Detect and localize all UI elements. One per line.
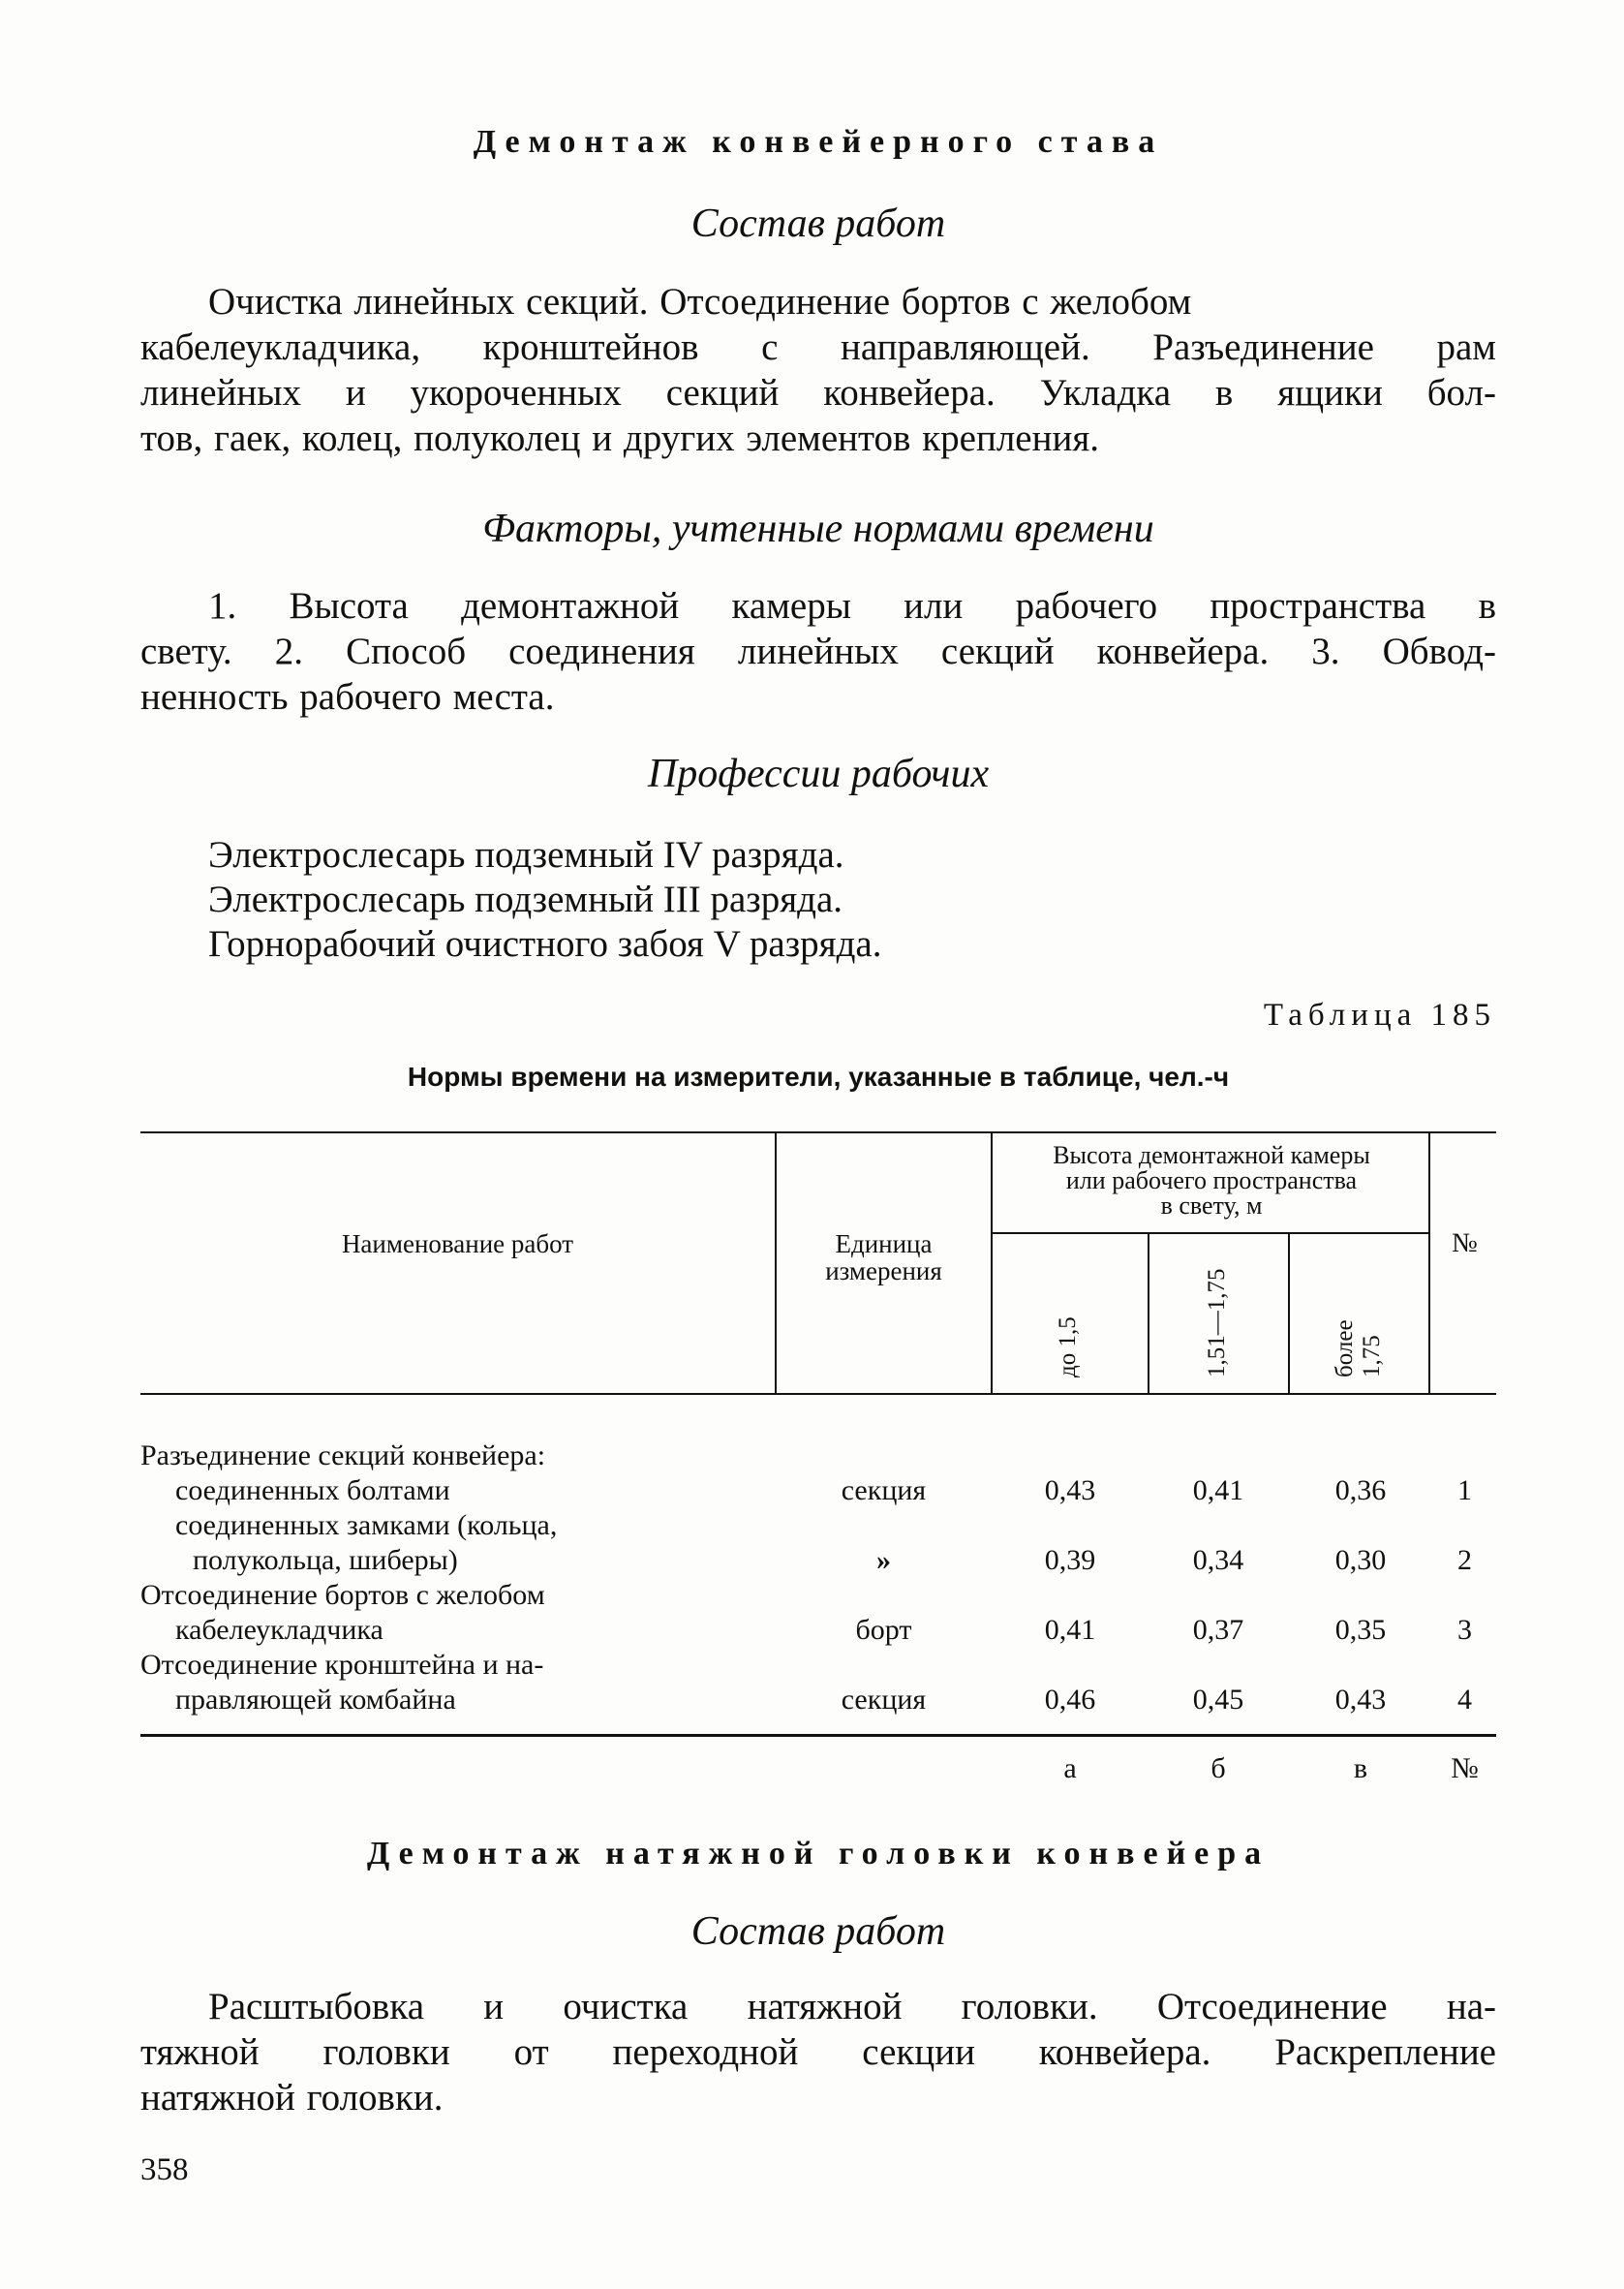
page-number: 358 bbox=[140, 2152, 189, 2187]
row-3-name: Отсоединение бортов с желобом bbox=[140, 1579, 545, 1611]
factors-line: свету. 2. Способ соединения линейных секций конвейера. 3. Обвод- bbox=[140, 631, 1496, 672]
header-col-b: 1,51—1,75 bbox=[1204, 1268, 1230, 1377]
composition-line: кабелеукладчика, кронштейнов с направляющей. Разъединение рам bbox=[140, 326, 1496, 368]
header-col-c-line: 1,75 bbox=[1359, 1335, 1385, 1377]
row-4-number: 4 bbox=[1457, 1684, 1472, 1716]
row-1-a: 0,43 bbox=[1044, 1474, 1096, 1506]
composition-line: натяжной головки. bbox=[140, 2077, 444, 2119]
table-caption: Нормы времени на измерители, указанные в таблице, чел.-ч bbox=[407, 1062, 1230, 1092]
composition-text bbox=[140, 1984, 1496, 2120]
col-divider bbox=[1148, 1232, 1149, 1393]
composition-line: тов, гаек, колец, полуколец и других элементов крепления. bbox=[140, 418, 1100, 459]
professions-title: Профессии рабочих bbox=[647, 752, 990, 796]
row-3-name-cont: кабелеукладчика bbox=[175, 1614, 383, 1646]
row-2-number: 2 bbox=[1457, 1544, 1472, 1576]
row-3-unit: борт bbox=[855, 1614, 912, 1646]
factors-line: ненность рабочего места. bbox=[140, 676, 555, 718]
row-3-a: 0,41 bbox=[1044, 1614, 1096, 1646]
footer-number: № bbox=[1451, 1752, 1479, 1784]
header-unit: Единица измерения bbox=[825, 1229, 942, 1285]
header-work-name: Наименование работ bbox=[341, 1229, 574, 1258]
row-3-c: 0,35 bbox=[1334, 1614, 1387, 1646]
row-2-unit: » bbox=[876, 1544, 891, 1576]
footer-a: а bbox=[1063, 1752, 1077, 1784]
row-2-name: соединенных замками (кольца, bbox=[175, 1509, 558, 1541]
group-title: Разъединение секций конвейера: bbox=[140, 1439, 546, 1471]
professions-list bbox=[208, 833, 882, 967]
footer-b: б bbox=[1210, 1752, 1226, 1784]
header-height-group bbox=[995, 1143, 1428, 1219]
height-group-line: в свету, м bbox=[1160, 1191, 1263, 1220]
profession-item: Электрослесарь подземный IV разряда. bbox=[208, 834, 844, 876]
table-label: Таблица 185 bbox=[1263, 998, 1496, 1033]
profession-item: Электрослесарь подземный III разряда. bbox=[208, 879, 843, 920]
row-3-number: 3 bbox=[1457, 1614, 1472, 1646]
factors-text bbox=[140, 583, 1496, 720]
composition-line: Расштыбовка и очистка натяжной головки. Отсоединение на- bbox=[208, 1986, 1496, 2027]
norms-table bbox=[140, 1124, 1496, 1802]
header-col-c bbox=[1332, 1319, 1386, 1377]
header-number: № bbox=[1452, 1228, 1478, 1258]
header-col-a: до 1,5 bbox=[1055, 1316, 1081, 1377]
row-4-name-cont: правляющей комбайна bbox=[175, 1684, 456, 1716]
factors-title: Факторы, учтенные нормами времени bbox=[482, 507, 1154, 551]
factors-line: 1. Высота демонтажной камеры или рабочего пространства в bbox=[208, 585, 1496, 627]
header-bottom-rule bbox=[140, 1393, 1496, 1395]
section-heading: Демонтаж конвейерного става bbox=[473, 124, 1164, 160]
row-3-b: 0,37 bbox=[1192, 1614, 1244, 1646]
footer-c: в bbox=[1353, 1752, 1368, 1784]
row-1-c: 0,36 bbox=[1334, 1474, 1387, 1506]
height-group-line: или рабочего пространства bbox=[1065, 1166, 1358, 1194]
row-1-b: 0,41 bbox=[1192, 1474, 1244, 1506]
row-2-name-cont: полукольца, шиберы) bbox=[193, 1544, 458, 1576]
section-heading: Демонтаж натяжной головки конвейера bbox=[366, 1836, 1271, 1871]
col-divider bbox=[1288, 1232, 1290, 1393]
composition-title: Состав работ bbox=[690, 1909, 946, 1954]
composition-title: Состав работ bbox=[690, 201, 946, 246]
row-1-number: 1 bbox=[1457, 1474, 1472, 1506]
col-divider bbox=[991, 1131, 993, 1393]
row-2-c: 0,30 bbox=[1334, 1544, 1387, 1576]
row-4-b: 0,45 bbox=[1192, 1684, 1244, 1716]
row-1-name: соединенных болтами bbox=[175, 1474, 450, 1506]
table-top-rule bbox=[140, 1131, 1496, 1133]
row-4-c: 0,43 bbox=[1334, 1684, 1387, 1716]
row-1-unit: секция bbox=[841, 1474, 927, 1506]
composition-line: линейных и укороченных секций конвейера. Укладка в ящики бол- bbox=[140, 372, 1496, 414]
composition-text bbox=[140, 279, 1496, 461]
composition-line: тяжной головки от переходной секции конвейера. Раскрепление bbox=[140, 2031, 1496, 2073]
row-4-unit: секция bbox=[841, 1684, 927, 1716]
row-4-a: 0,46 bbox=[1044, 1684, 1096, 1716]
table-bottom-rule bbox=[140, 1734, 1496, 1737]
height-group-line: Высота демонтажной камеры bbox=[1053, 1141, 1370, 1169]
col-divider bbox=[1428, 1131, 1430, 1393]
profession-item: Горнорабочий очистного забоя V разряда. bbox=[208, 923, 882, 965]
col-divider bbox=[775, 1131, 777, 1393]
composition-line: Очистка линейных секций. Отсоединение бортов с желобом bbox=[208, 281, 1192, 323]
row-4-name: Отсоединение кронштейна и на- bbox=[140, 1649, 544, 1681]
header-col-c-line: более bbox=[1332, 1319, 1358, 1377]
row-2-a: 0,39 bbox=[1044, 1544, 1096, 1576]
group-rule bbox=[993, 1232, 1428, 1234]
row-2-b: 0,34 bbox=[1192, 1544, 1244, 1576]
